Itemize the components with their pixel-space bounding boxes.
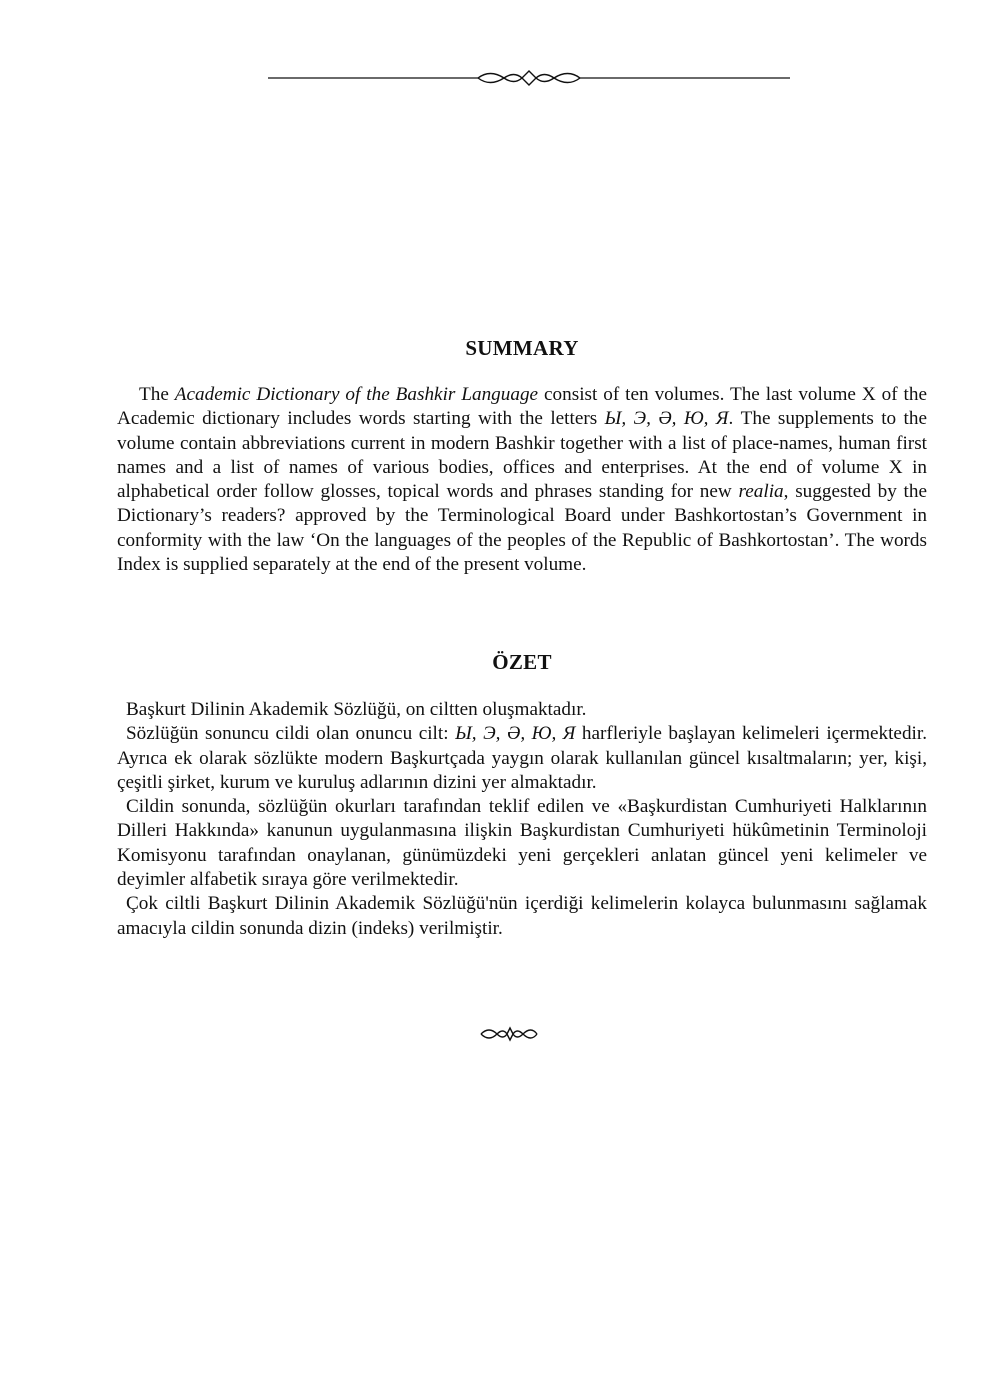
ozet-heading: ÖZET	[492, 650, 552, 674]
summary-text-d: , suggested by the Dictionary’s readers? approved by the Terminological Board under Bashkortostan’s Government in conformity with the law ‘On the languages of the peoples of the Republic of Bashkortostan’. The words Index is supplied separately at the end of the present volume.	[117, 481, 927, 576]
ornament-divider-icon	[268, 70, 790, 92]
summary-text-a: The	[139, 384, 175, 405]
ozet-paragraph-3: Cildin sonunda, sözlüğün okurları tarafından teklif edilen ve «Başkurdistan Cumhuriyeti Halklarının Dilleri Hakkında» kanunun uygulanmasına ilişkin Başkurdistan Cumhuriyeti hükûmetinin Terminoloji Komisyonu tarafından onaylanan, günümüzdeki yeni gerçekleri anlatan güncel yeni kelimeler ve deyimler alfabetik sıraya göre verilmektedir.	[117, 796, 927, 891]
summary-heading: SUMMARY	[465, 336, 579, 360]
ozet-paragraph-2	[117, 722, 927, 795]
summary-letters: Ы, Э, Ә, Ю, Я	[604, 408, 729, 430]
summary-text-b: consist of ten volumes. The last volume X of the Academic dictionary includes words starting with the letters	[117, 384, 927, 430]
ozet-section	[117, 698, 927, 941]
ozet-text-b: harfleriyle başlayan kelimeleri içermektedir. Ayrıca ek olarak sözlükte modern Başkurtçada yaygın olarak kullanılan güncel kısaltmaların; yer, kişi, çeşitli şirket, kurum ve kuruluş adlarının dizini yer almaktadır.	[117, 723, 928, 793]
dictionary-title: Academic Dictionary of the Bashkir Language	[174, 384, 539, 405]
ozet-paragraph-4: Çok ciltli Başkurt Dilinin Akademik Sözlüğü'nün içerdiği kelimelerin kolayca bulunmasını sağlamak amacıyla cildin sonunda dizin (indeks) verilmiştir.	[117, 893, 927, 939]
realia-word: realia	[738, 481, 784, 503]
summary-paragraph	[117, 383, 927, 577]
ozet-letters: Ы, Э, Ә, Ю, Я	[455, 723, 576, 745]
ornament-fleuron-icon	[479, 1023, 539, 1045]
ozet-paragraph-1: Başkurt Dilinin Akademik Sözlüğü, on ciltten oluşmaktadır.	[126, 699, 587, 720]
ozet-text-a: Sözlüğün sonuncu cildi olan onuncu cilt:	[126, 723, 456, 745]
summary-text-c: . The supplements to the volume contain abbreviations current in modern Bashkir together with a list of place-names, human first names and a list of names of various bodies, offices and enterprises. At the end of volume X in alphabetical order follow glosses, topical words and phrases standing for new	[117, 408, 927, 503]
